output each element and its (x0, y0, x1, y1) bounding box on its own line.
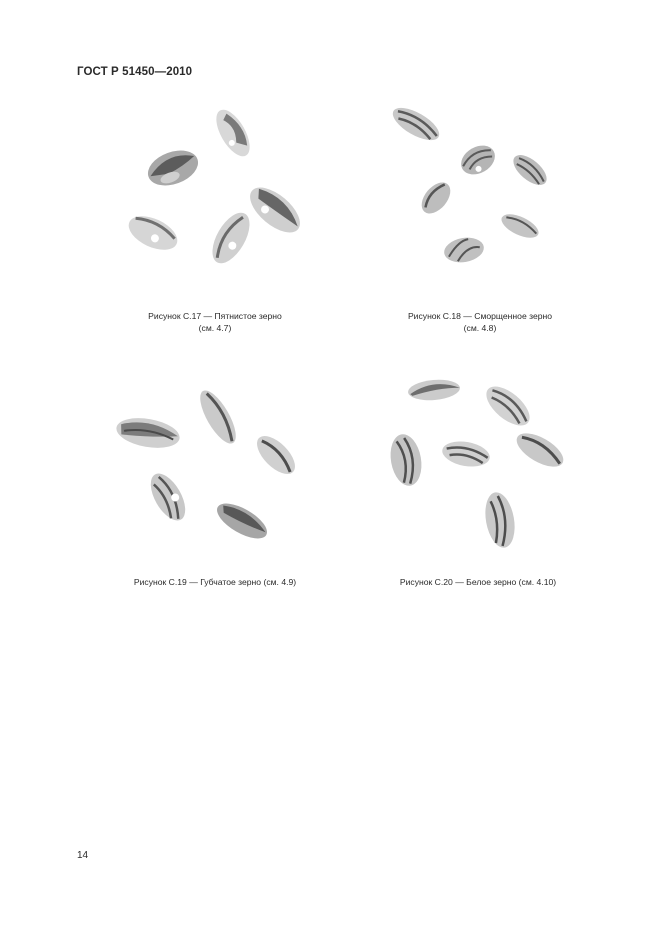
figure-c18-caption (380, 310, 580, 334)
grain (143, 144, 203, 192)
grain (114, 414, 182, 453)
grain (205, 207, 257, 269)
figure-c19-image (110, 385, 310, 555)
caption-line: (см. 4.8) (463, 323, 497, 333)
grain (388, 101, 444, 146)
grain (210, 104, 257, 161)
caption-line: Рисунок С.20 — Белое зерно (см. 4.10) (399, 577, 557, 587)
caption-line: (см. 4.7) (198, 323, 232, 333)
caption-line: Рисунок С.19 — Губчатое зерно (см. 4.9) (133, 577, 297, 587)
grain (407, 378, 461, 402)
grain (511, 427, 568, 474)
caption-line: Рисунок С.18 — Сморщенное зерно (407, 311, 553, 321)
grain (440, 438, 491, 470)
grain (442, 235, 486, 266)
grain (498, 209, 542, 242)
figure-c20-caption (373, 576, 583, 588)
grain (251, 430, 302, 481)
grain (481, 490, 518, 550)
document-header: ГОСТ Р 51450—2010 (77, 66, 193, 78)
figure-c19-caption (105, 576, 325, 588)
grain (193, 386, 242, 449)
page-number: 14 (77, 850, 89, 861)
grain (508, 149, 551, 190)
figure-c17-caption (115, 310, 315, 334)
grain (480, 379, 537, 432)
grain (416, 177, 456, 219)
grain (242, 179, 307, 241)
grain (144, 468, 193, 526)
grain (124, 209, 183, 256)
figure-c20-image (378, 368, 578, 553)
grain (456, 140, 500, 181)
grain (387, 432, 426, 488)
figure-c17-image (115, 98, 315, 278)
figure-c18-image (380, 98, 580, 278)
grain (212, 497, 272, 546)
caption-line: Рисунок С.17 — Пятнистое зерно (148, 311, 282, 321)
